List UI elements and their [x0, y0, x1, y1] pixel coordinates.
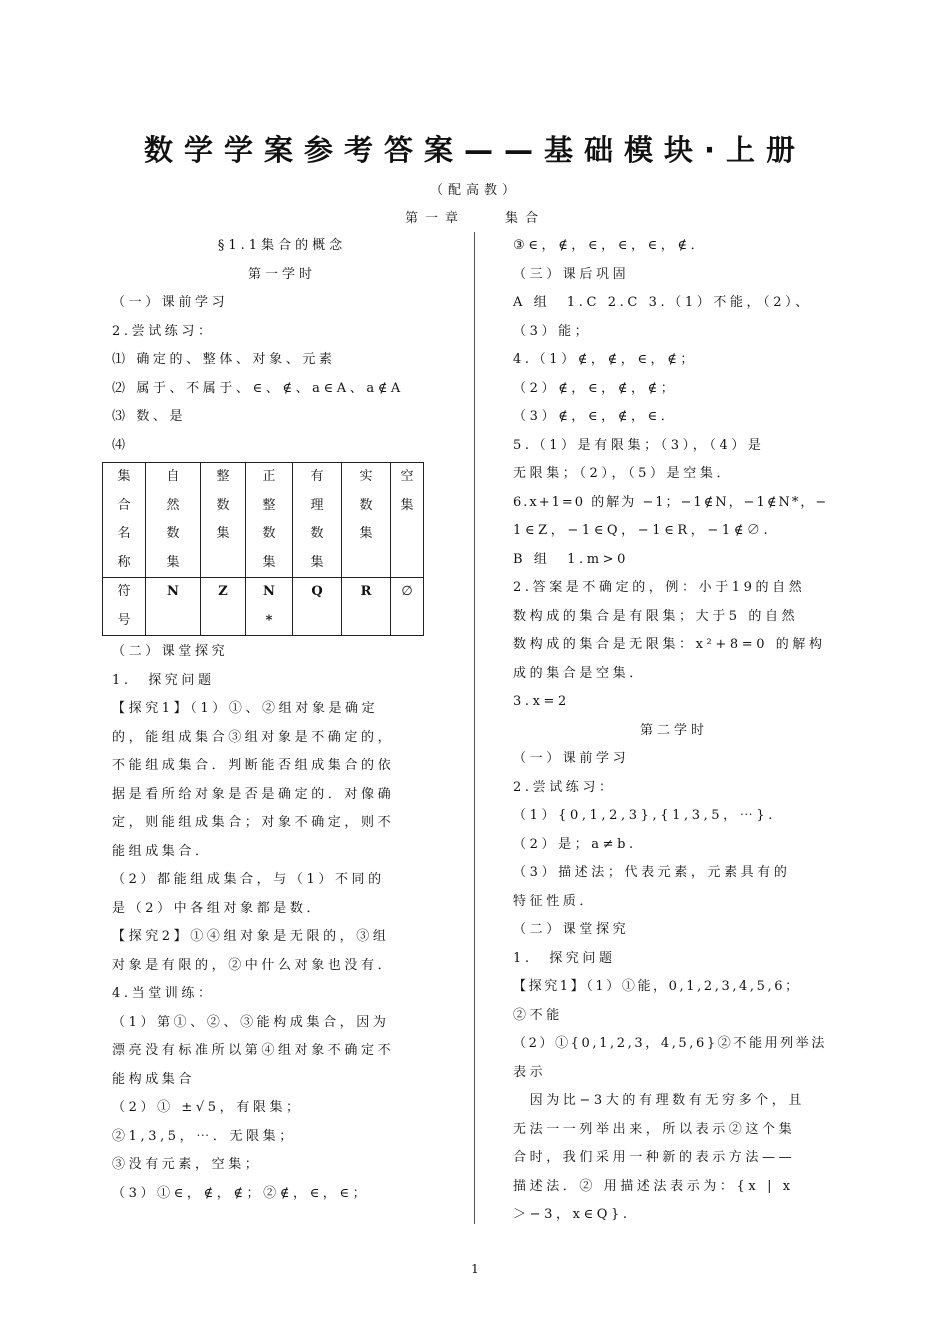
- text-line: ＞−3，x∈Q}.: [513, 1207, 631, 1222]
- text-line: 对象是有限的，②中什么对象也没有．: [112, 957, 395, 973]
- table-cell: N*: [246, 578, 293, 636]
- text-line: （1）第①、②、③能构成集合，因为: [112, 1014, 390, 1030]
- text-line: 定，则能组成集合；对象不确定，则不: [112, 815, 395, 830]
- text-line: 描述法．② 用描述法表示为：{x | x: [513, 1178, 794, 1194]
- number-sets-table: [102, 462, 424, 636]
- text-line: ⑶ 数、是: [112, 409, 187, 424]
- right-column: [513, 232, 835, 1230]
- text-line: 无法一一列举出来，所以表示②这个集: [513, 1121, 796, 1137]
- text-line: 6.x+1=0 的解为 −1；−1∉N，−1∉N*，−: [513, 494, 829, 510]
- chapter-number: 第一章: [404, 211, 465, 226]
- table-cell: 自然数集: [146, 463, 201, 578]
- text-line: 2.答案是不确定的，例：小于19的自然: [513, 580, 806, 595]
- text-line: （2）①{0,1,2,3，4,5,6}②不能用列举法: [513, 1036, 827, 1051]
- chapter-heading: [0, 207, 950, 226]
- text-line: 能构成集合: [112, 1071, 196, 1087]
- period-title: 第一学时: [247, 266, 316, 282]
- text-line: ②不能: [513, 1007, 563, 1023]
- page-number: 1: [471, 1262, 479, 1276]
- document-subtitle: （配高教）: [429, 183, 520, 198]
- table-cell: 实数集: [342, 463, 391, 578]
- text-line: （1）{0,1,2,3},{1,3,5，⋯}.: [513, 808, 776, 823]
- text-line: 2.尝试练习：: [513, 779, 616, 795]
- text-line: 2.尝试练习：: [112, 323, 215, 339]
- text-line: 据是看所给对象是否是确定的．对像确: [112, 786, 395, 802]
- table-cell: 整数集: [201, 463, 246, 578]
- text-line: 漂亮没有标准所以第④组对象不确定不: [112, 1043, 395, 1058]
- text-line: 【探究2】①④组对象是无限的，③组: [112, 929, 390, 944]
- text-line: 是（2）中各组对象都是数．: [112, 900, 324, 916]
- chapter-name: 集合: [505, 211, 546, 226]
- text-line: （3）能；: [513, 323, 592, 339]
- text-line: 1∈Z，−1∈Q，−1∈R，−1∉∅.: [513, 523, 772, 538]
- text-line: ②1,3,5，⋯．无限集；: [112, 1128, 296, 1144]
- text-line: （3）①∈，∉，∉；②∉，∈，∈；: [112, 1185, 370, 1201]
- text-line: （2）∉，∈，∉，∉；: [513, 380, 678, 396]
- section-title: §1.1集合的概念: [217, 238, 347, 253]
- table-row: [103, 463, 424, 578]
- text-line: （一）课前学习: [112, 295, 229, 310]
- text-line: （三）课后巩固: [513, 266, 630, 282]
- text-line: 能组成集合．: [112, 843, 212, 859]
- text-line: 4.（1）∉，∉，∈，∉；: [513, 352, 697, 367]
- text-line: 特征性质．: [513, 893, 597, 909]
- text-line: ③∈，∉，∈，∈，∈，∉．: [513, 238, 708, 253]
- table-row: [103, 578, 424, 636]
- text-line: （3）描述法；代表元素，元素具有的: [513, 865, 791, 880]
- text-line: B 组 1.m>0: [513, 551, 629, 567]
- text-line: （一）课前学习: [513, 751, 630, 766]
- text-line: ⑴ 确定的、整体、对象、元素: [112, 352, 336, 367]
- text-line: （3）∉，∈，∉，∈．: [513, 409, 678, 424]
- period-title: 第二学时: [639, 722, 708, 738]
- table-cell: 符号: [103, 578, 146, 636]
- text-line: 合时，我们采用一种新的表示方法——: [513, 1150, 796, 1165]
- text-line: 因为比−3大的有理数有无穷多个，且: [513, 1093, 805, 1108]
- text-line: （二）课堂探究: [513, 922, 630, 937]
- table-cell: N: [146, 578, 201, 636]
- text-line: A 组 1.C 2.C 3.（1）不能，（2）、: [513, 295, 812, 310]
- text-line: 不能组成集合．判断能否组成集合的依: [112, 758, 395, 773]
- text-line: 表示: [513, 1064, 547, 1080]
- table-cell: 空集: [391, 463, 424, 578]
- text-line: （2）① ±√5，有限集；: [112, 1100, 303, 1115]
- text-line: （2）是；a≠b.: [513, 836, 637, 852]
- text-line: 的，能组成集合③组对象是不确定的，: [112, 729, 395, 745]
- table-cell: ∅: [391, 578, 424, 636]
- table-cell: Q: [293, 578, 342, 636]
- text-line: 成的集合是空集．: [513, 665, 646, 681]
- text-line: 1. 探究问题: [112, 672, 215, 688]
- text-line: ③没有元素，空集；: [112, 1157, 262, 1172]
- document-title: 数学学案参考答案——基础模块·上册: [143, 133, 807, 167]
- column-divider: [474, 232, 475, 1224]
- table-cell: 有理数集: [293, 463, 342, 578]
- table-cell: 集合名称: [103, 463, 146, 578]
- text-line: 数构成的集合是无限集：x²+8=0 的解构: [513, 637, 826, 652]
- text-line: 数构成的集合是有限集；大于5 的自然: [513, 608, 799, 624]
- text-line: 无限集；（2），（5）是空集．: [513, 466, 734, 481]
- text-line: 5.（1）是有限集；（3），（4）是: [513, 437, 765, 453]
- left-column: [112, 232, 452, 1208]
- text-line: （二）课堂探究: [112, 644, 229, 659]
- text-line: 【探究1】（1）①能，0,1,2,3,4,5,6；: [513, 979, 801, 994]
- text-line: 4.当堂训练：: [112, 986, 215, 1001]
- text-line: （2）都能组成集合，与（1）不同的: [112, 872, 385, 887]
- table-cell: R: [342, 578, 391, 636]
- text-line: 【探究1】（1）①、②组对象是确定: [112, 701, 379, 716]
- text-line: ⑵ 属于、不属于、∈、∉、a∈A、a∉A: [112, 380, 404, 396]
- text-line: 1. 探究问题: [513, 950, 616, 966]
- table-cell: Z: [201, 578, 246, 636]
- text-line: ⑷: [112, 437, 129, 453]
- text-line: 3.x=2: [513, 694, 570, 709]
- table-cell: 正整数集: [246, 463, 293, 578]
